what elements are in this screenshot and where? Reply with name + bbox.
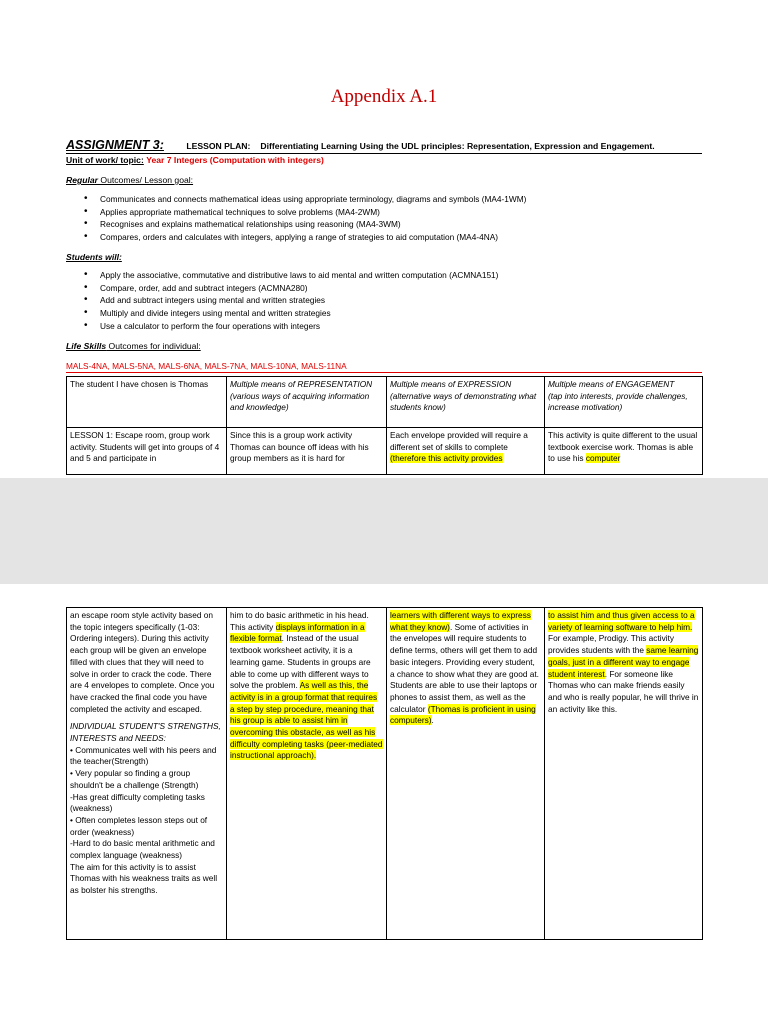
highlight: same learning goals, just in a different way to engage student interest [548,645,699,679]
students-will-list [84,269,498,333]
row1-expression: Each envelope provided will require a different set of skills to complete (therefore this activity provides [387,428,545,475]
assignment-text: Differentiating Learning Using the UDL principles: Representation, Expression and Engagement. [260,141,655,151]
lesson-description: an escape room style activity based on the topic integers specifically (1-03: Ordering integers). During this activity each group will be given an envelope filled with clues that they will need to solve in order to crack the code. There are 4 envelopes to complete. Once you have cracked the final code you have completed the activity and escaped. [70,610,215,714]
header-exp-sub: (alternative ways of demonstrating what students know) [390,390,537,413]
table-row [67,428,703,475]
document-page-1 [0,0,768,478]
outcomes-list [84,193,526,244]
assignment-description [186,141,654,151]
table-header-row [67,377,703,428]
outcomes-regular-label: Regular [66,175,98,185]
students-will-item: • Apply the associative, commutative and distributive laws to aid mental and written computation (ACMNA151) [84,269,498,282]
highlight: learners with different ways to express what they know) [390,610,531,632]
unit-label: Unit of work/ topic: [66,155,144,165]
students-will-heading [66,252,122,262]
outcome-item: • Compares, orders and calculates with integers, applying a range of strategies to aid computation (MA4-4NA) [84,231,526,244]
students-will-item: • Use a calculator to perform the four operations with integers [84,320,498,333]
strength-item: • Very popular so finding a group shouldn't be a challenge (Strength) [70,768,199,790]
highlight: to assist him and thus given access to a variety of learning software to help him. [548,610,695,632]
row1-engagement: This activity is quite different to the usual textbook exercise work. Thomas is able to use his computer [545,428,703,475]
unit-line [66,155,324,165]
header-representation [227,377,387,428]
life-skills-heading [66,341,201,351]
udl-table-part-1 [66,376,703,475]
udl-table-part-2 [66,607,703,940]
strength-item: • Often completes lesson steps out of order (weakness) [70,814,208,837]
strengths-heading: INDIVIDUAL STUDENT'S STRENGTHS, INTERESTS and NEEDS: [70,721,221,744]
strength-item: -Has great difficulty completing tasks (weakness) [70,791,205,814]
header-engagement [545,377,703,428]
page-title: Appendix A.1 [330,86,438,107]
row1-representation: Since this is a group work activity Thomas can bounce off ideas with his group members as it is hard for [227,428,387,475]
highlight: (therefore this activity provides [390,453,503,464]
students-will-item: • Multiply and divide integers using mental and written strategies [84,307,498,320]
strength-item: • Communicates well with his peers and the teacher(Strength) [70,744,217,767]
assignment-line [66,136,702,154]
highlight: displays information in a flexible format [230,621,365,644]
life-skills-codes: MALS-4NA, MALS-5NA, MALS-6NA, MALS-7NA, MALS-10NA, MALS-11NA [66,361,702,373]
header-expression [387,377,545,428]
outcomes-label: Outcomes/ Lesson goal: [98,175,194,185]
assignment-heading: ASSIGNMENT 3: [66,138,164,152]
outcome-item: • Applies appropriate mathematical techniques to solve problems (MA4-2WM) [84,206,526,219]
header-student: The student I have chosen is Thomas [67,377,227,428]
highlight: As well as this, the activity is in a group format that requires a step by step procedure, meaning that his group is able to assist him in overcoming this obstacle, as well as his difficulty completing tasks (peer-mediated instructional approach). [230,680,383,761]
table-row [67,608,703,940]
header-eng-title: Multiple means of ENGAGEMENT [548,379,675,389]
row2-representation: him to do basic arithmetic in his head. This activity displays information in a flexible format. Instead of the usual textbook worksheet activity, it is a learning game. Students in groups are able to come up with different ways to solve the problem. As well as this, the activity is in a group format that requires a step by step procedure, meaning that his group is able to assist him in overcoming this obstacle, as well as his difficulty completing tasks (peer-mediated instructional approach). [227,608,387,940]
life-skills-label: Outcomes for individual: [106,341,201,351]
outcome-item: • Communicates and connects mathematical ideas using appropriate terminology, diagrams and symbols (MA4-1WM) [84,193,526,206]
row2-engagement: to assist him and thus given access to a variety of learning software to help him. For example, Prodigy. This activity provides students with the same learning goals, just in a different way to engage student interest. For someone like Thomas who can make friends easily and who is really popular, he will thrive in an activity like this. [545,608,703,940]
header-exp-title: Multiple means of EXPRESSION [390,379,512,389]
students-will-label: Students will: [66,252,122,262]
life-skills-bold-label: Life Skills [66,341,107,351]
outcomes-heading [66,175,193,185]
header-rep-sub: (various ways of acquiring information and knowledge) [230,390,370,413]
lesson-plan-label: LESSON PLAN: [186,141,251,151]
strength-item: -Hard to do basic mental arithmetic and complex language (weakness) [70,838,215,861]
highlight: (Thomas is proficient in using computers) [390,703,536,726]
students-will-item: • Add and subtract integers using mental and written strategies [84,294,498,307]
row2-expression: learners with different ways to express what they know). Some of activities in the envelopes will require students to define terms, others will get them to add basic integers. Providing every student, a chance to show what they are good at. Students are able to use their laptops or phones to assist them, as well as the calculator (Thomas is proficient in using computers). [387,608,545,940]
row1-lesson: LESSON 1: Escape room, group work activity. Students will get into groups of 4 and 5 and participate in [67,428,227,475]
students-will-item: • Compare, order, add and subtract integers (ACMNA280) [84,282,498,295]
unit-value: Year 7 Integers (Computation with integers) [146,155,324,165]
row2-lesson [67,608,227,940]
outcome-item: • Recognises and explains mathematical relationships using reasoning (MA4-3WM) [84,218,526,231]
header-eng-sub: (tap into interests, provide challenges, increase motivation) [548,390,688,413]
aim-text: The aim for this activity is to assist Thomas with his weakness traits as well as bolster his strengths. [70,861,218,896]
highlight: computer [585,453,621,464]
header-rep-title: Multiple means of REPRESENTATION [230,379,373,389]
